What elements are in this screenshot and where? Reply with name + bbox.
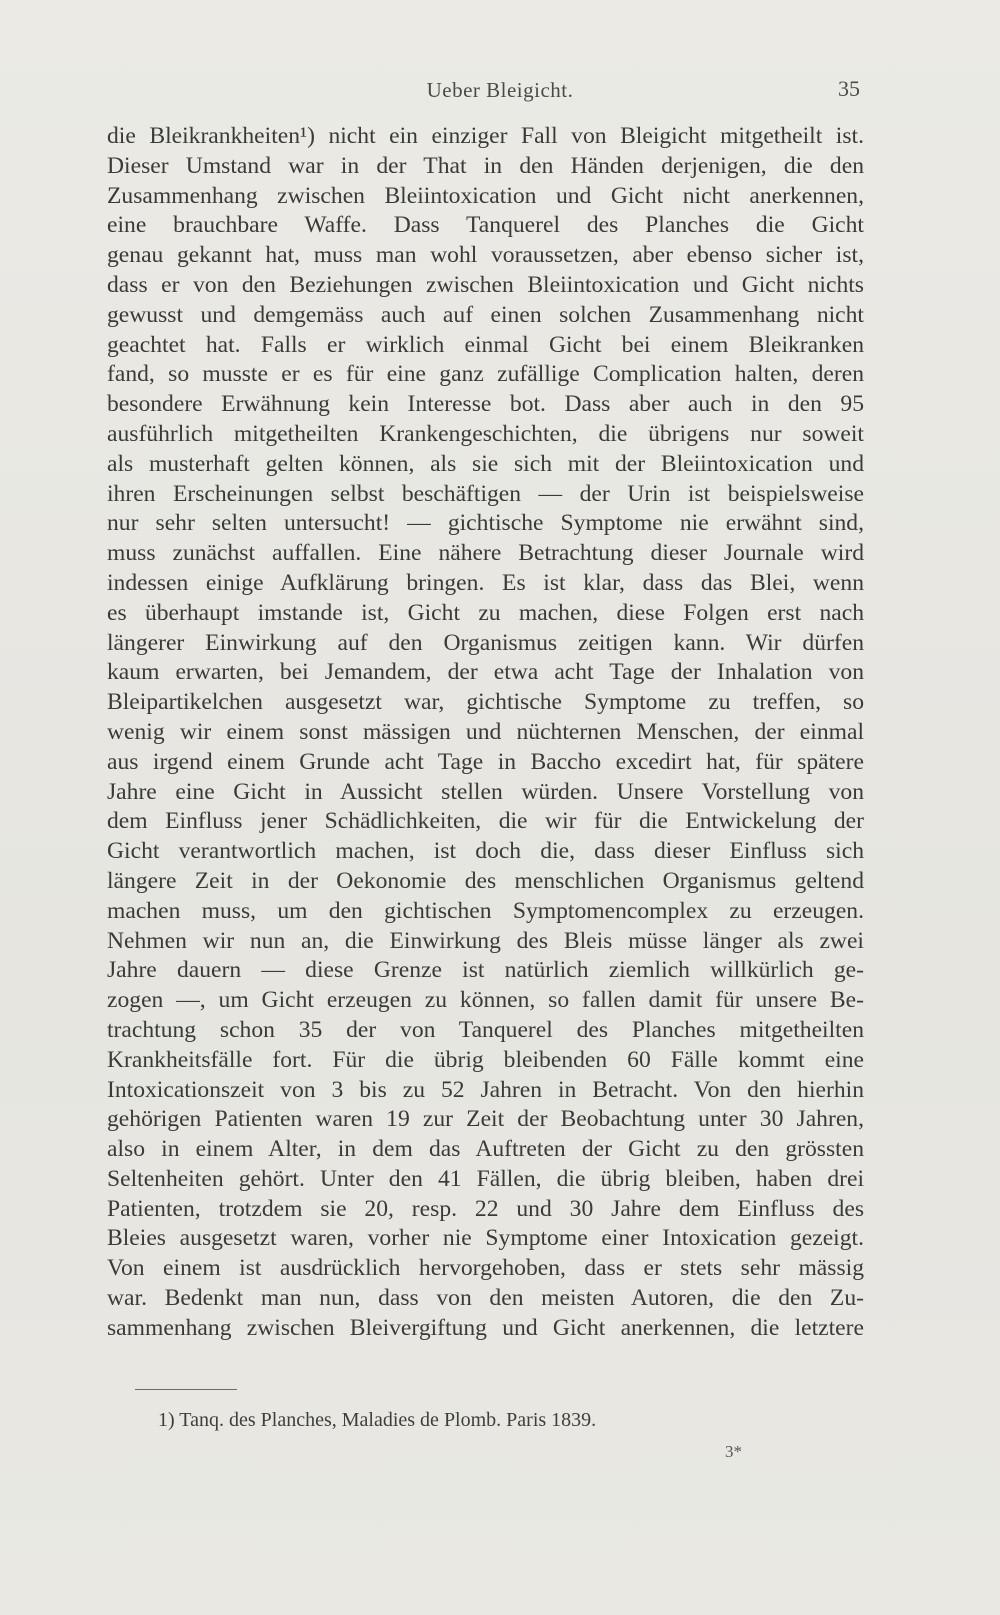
- text-line: es überhaupt imstande ist, Gicht zu machen, diese Folgen erst nach: [107, 599, 864, 626]
- text-line: Dieser Umstand war in der That in den Händen derjenigen, die den: [107, 152, 864, 179]
- text-line: als musterhaft gelten können, als sie sich mit der Bleiintoxication und: [107, 450, 864, 477]
- text-line: besondere Erwähnung kein Interesse bot. Dass aber auch in den 95: [107, 391, 864, 418]
- text-line: fand, so musste er es für eine ganz zufällige Complication halten, deren: [107, 361, 864, 388]
- text-line: dem Einfluss jener Schädlichkeiten, die wir für die Entwickelung der: [107, 808, 864, 835]
- text-line: ausführlich mitgetheilten Krankengeschichten, die übrigens nur soweit: [107, 420, 864, 447]
- text-line: war. Bedenkt man nun, dass von den meisten Autoren, die den Zu-: [107, 1285, 864, 1312]
- text-line: Zusammenhang zwischen Bleiintoxication und Gicht nicht anerkennen,: [107, 182, 864, 209]
- text-line: dass er von den Beziehungen zwischen Bleiintoxication und Gicht nichts: [107, 271, 864, 298]
- text-line: Jahre eine Gicht in Aussicht stellen würden. Unsere Vorstellung von: [107, 778, 864, 805]
- text-line: längerer Einwirkung auf den Organismus zeitigen kann. Wir dürfen: [107, 629, 864, 656]
- page-number: 35: [838, 76, 860, 101]
- text-line: wenig wir einem sonst mässigen und nüchternen Menschen, der einmal: [107, 718, 864, 745]
- text-line: genau gekannt hat, muss man wohl voraussetzen, aber ebenso sicher ist,: [107, 242, 864, 269]
- text-line: die Bleikrankheiten¹) nicht ein einziger Fall von Bleigicht mitgetheilt ist.: [107, 123, 864, 149]
- body-text: [107, 122, 864, 1344]
- text-line: kaum erwarten, bei Jemandem, der etwa acht Tage der Inhalation von: [107, 659, 864, 686]
- text-line: zogen —, um Gicht erzeugen zu können, so fallen damit für unsere Be-: [107, 987, 864, 1014]
- text-line: gehörigen Patienten waren 19 zur Zeit der Beobachtung unter 30 Jahren,: [107, 1106, 864, 1133]
- text-line: sammenhang zwischen Bleivergiftung und Gicht anerkennen, die letztere: [107, 1314, 864, 1341]
- text-line: muss zunächst auffallen. Eine nähere Betrachtung dieser Journale wird: [107, 540, 864, 567]
- text-line: indessen einige Aufklärung bringen. Es ist klar, dass das Blei, wenn: [107, 569, 864, 596]
- text-line: Seltenheiten gehört. Unter den 41 Fällen, die übrig bleiben, haben drei: [107, 1165, 864, 1192]
- text-line: aus irgend einem Grunde acht Tage in Baccho excedirt hat, für spätere: [107, 748, 864, 775]
- text-line: Nehmen wir nun an, die Einwirkung des Bleis müsse länger als zwei: [107, 927, 864, 954]
- text-line: Patienten, trotzdem sie 20, resp. 22 und 30 Jahre dem Einfluss des: [107, 1195, 864, 1222]
- text-line: längere Zeit in der Oekonomie des menschlichen Organismus geltend: [107, 867, 864, 894]
- text-line: gewusst und demgemäss auch auf einen solchen Zusammenhang nicht: [107, 301, 864, 328]
- text-line: Intoxicationszeit von 3 bis zu 52 Jahren in Betracht. Von den hierhin: [107, 1076, 864, 1103]
- text-line: trachtung schon 35 der von Tanquerel des Planches mitgetheilten: [107, 1016, 864, 1043]
- text-line: geachtet hat. Falls er wirklich einmal Gicht bei einem Bleikranken: [107, 331, 864, 358]
- text-line: nur sehr selten untersucht! — gichtische Symptome nie erwähnt sind,: [107, 510, 864, 537]
- text-line: also in einem Alter, in dem das Auftreten der Gicht zu den grössten: [107, 1136, 864, 1163]
- text-line: Bleies ausgesetzt waren, vorher nie Symptome einer Intoxication gezeigt.: [107, 1225, 864, 1252]
- text-line: Bleipartikelchen ausgesetzt war, gichtische Symptome zu treffen, so: [107, 689, 864, 716]
- text-line: eine brauchbare Waffe. Dass Tanquerel des Planches die Gicht: [107, 212, 864, 239]
- text-line: Jahre dauern — diese Grenze ist natürlich ziemlich willkürlich ge-: [107, 957, 864, 984]
- running-title: Ueber Bleigicht.: [426, 78, 574, 102]
- text-line: machen muss, um den gichtischen Symptomencomplex zu erzeugen.: [107, 897, 864, 924]
- footnote: 1) Tanq. des Planches, Maladies de Plomb. Paris 1839.: [158, 1409, 597, 1431]
- text-line: Von einem ist ausdrücklich hervorgehoben, dass er stets sehr mässig: [107, 1255, 864, 1282]
- text-line: ihren Erscheinungen selbst beschäftigen — der Urin ist beispielsweise: [107, 480, 864, 507]
- signature-mark: 3*: [725, 1442, 742, 1461]
- text-line: Gicht verantwortlich machen, ist doch die, dass dieser Einfluss sich: [107, 838, 864, 865]
- footnote-divider: [135, 1389, 237, 1390]
- text-line: Krankheitsfälle fort. Für die übrig bleibenden 60 Fälle kommt eine: [107, 1046, 864, 1073]
